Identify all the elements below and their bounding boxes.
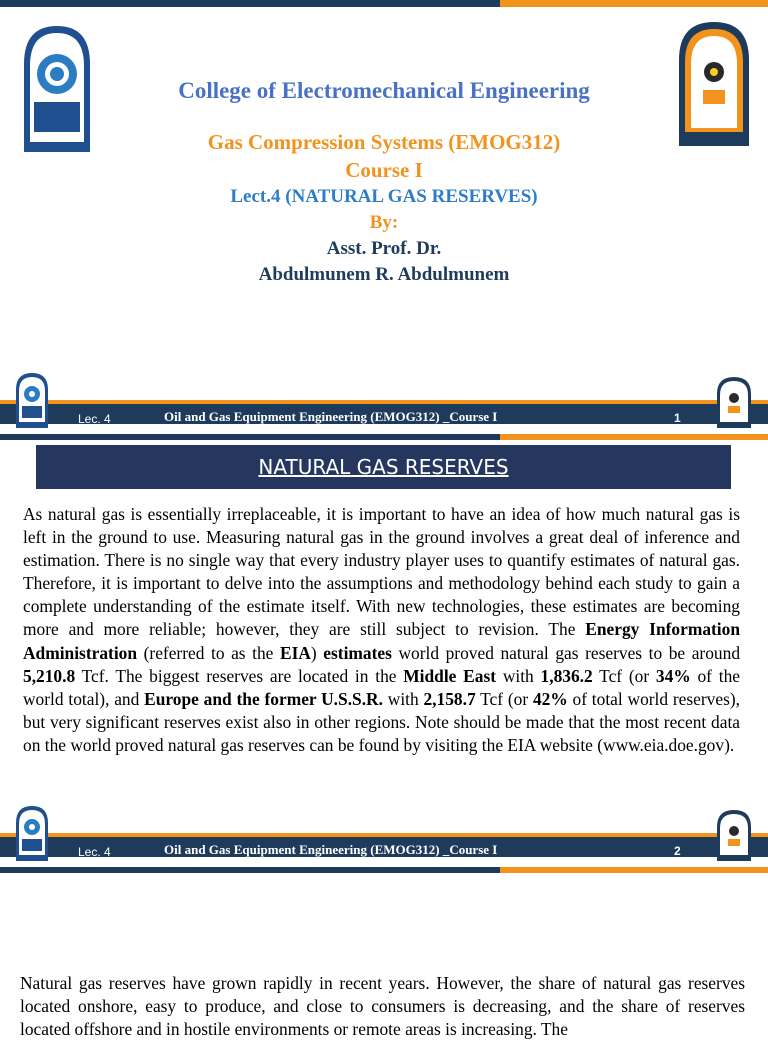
body-paragraph-1 xyxy=(23,503,740,757)
by-label: By: xyxy=(369,212,399,233)
paragraph-text: Tcf. The biggest reserves are located in the xyxy=(75,665,404,686)
page-footer-2 xyxy=(0,805,768,875)
top-bar-orange xyxy=(500,0,768,7)
page-number: 2 xyxy=(674,844,681,858)
paragraph-text: of total world reserves), but very significant reserves exist also in other regions. Note should be made that the most recent data on the world proved natural gas reserves can be found by visiting the EIA website (www.eia.doe.gov). xyxy=(23,688,740,755)
bold-term: Europe and the former U.S.S.R. xyxy=(144,688,383,709)
bold-term: estimates xyxy=(323,642,392,663)
page-footer-1 xyxy=(0,372,768,442)
bold-term: 5,210.8 xyxy=(23,665,76,686)
footer-university-logo-icon xyxy=(14,805,50,868)
paragraph-text: (referred to as the xyxy=(137,642,280,663)
bold-term: 1,836.2 xyxy=(540,665,593,686)
course-number: Course I xyxy=(345,158,423,182)
section-heading: NATURAL GAS RESERVES xyxy=(258,455,509,479)
paragraph-text: Tcf (or xyxy=(475,688,533,709)
footer-course-title: Oil and Gas Equipment Engineering (EMOG312) _Course I xyxy=(164,842,498,857)
section-banner xyxy=(36,445,731,489)
bold-term: Middle East xyxy=(403,665,497,686)
bold-term: 2,158.7 xyxy=(423,688,476,709)
bold-term: 42% xyxy=(532,688,568,709)
course-code: Gas Compression Systems (EMOG312) xyxy=(207,130,561,154)
paragraph-text: with xyxy=(496,665,541,686)
top-bar xyxy=(0,0,768,7)
bold-term: Energy Information Administration xyxy=(23,619,741,663)
footer-bottom-navy xyxy=(0,434,500,440)
footer-college-logo-icon xyxy=(716,376,752,435)
lecture-title: Lect.4 (NATURAL GAS RESERVES) xyxy=(230,186,538,207)
footer-bottom-navy xyxy=(0,867,500,873)
footer-course-title: Oil and Gas Equipment Engineering (EMOG312) _Course I xyxy=(164,409,498,424)
paragraph-text: As natural gas is essentially irreplaceable, it is important to have an idea of how much natural gas is left in the ground to use. Measuring natural gas in the ground involves a great deal of inference and estimation. There is no single way that every industry player uses to quantify estimates of natural gas. Therefore, it is important to delve into the assumptions and methodology behind each study to gain a complete understanding of the estimate itself. With new technologies, these estimates are becoming more and more reliable; however, they are still subject to revision. The xyxy=(23,504,740,640)
top-bar-navy xyxy=(0,0,500,7)
author-title: Asst. Prof. Dr. xyxy=(326,238,442,259)
page-number: 1 xyxy=(674,411,681,425)
paragraph-text: ) xyxy=(310,642,324,663)
paragraph-text: Tcf (or xyxy=(592,665,656,686)
footer-lecture-label: Lec. 4 xyxy=(78,412,111,426)
footer-college-logo-icon xyxy=(716,809,752,868)
paragraph-text: with xyxy=(382,688,424,709)
footer-lecture-label: Lec. 4 xyxy=(78,845,111,859)
paragraph-text: of the world total), and xyxy=(23,665,740,709)
body-paragraph-2: Natural gas reserves have grown rapidly in recent years. However, the share of natural gas reserves located onshore, easy to produce, and close to consumers is decreasing, and the share of reserves located offshore and in hostile environments or remote areas is increasing. The xyxy=(20,973,745,1040)
paragraph-text: world proved natural gas reserves to be around xyxy=(391,642,741,663)
footer-university-logo-icon xyxy=(14,372,50,435)
bold-term: EIA xyxy=(279,642,311,663)
college-name: College of Electromechanical Engineering xyxy=(178,78,590,103)
bold-term: 34% xyxy=(655,665,691,686)
author-name: Abdulmunem R. Abdulmunem xyxy=(258,264,510,285)
